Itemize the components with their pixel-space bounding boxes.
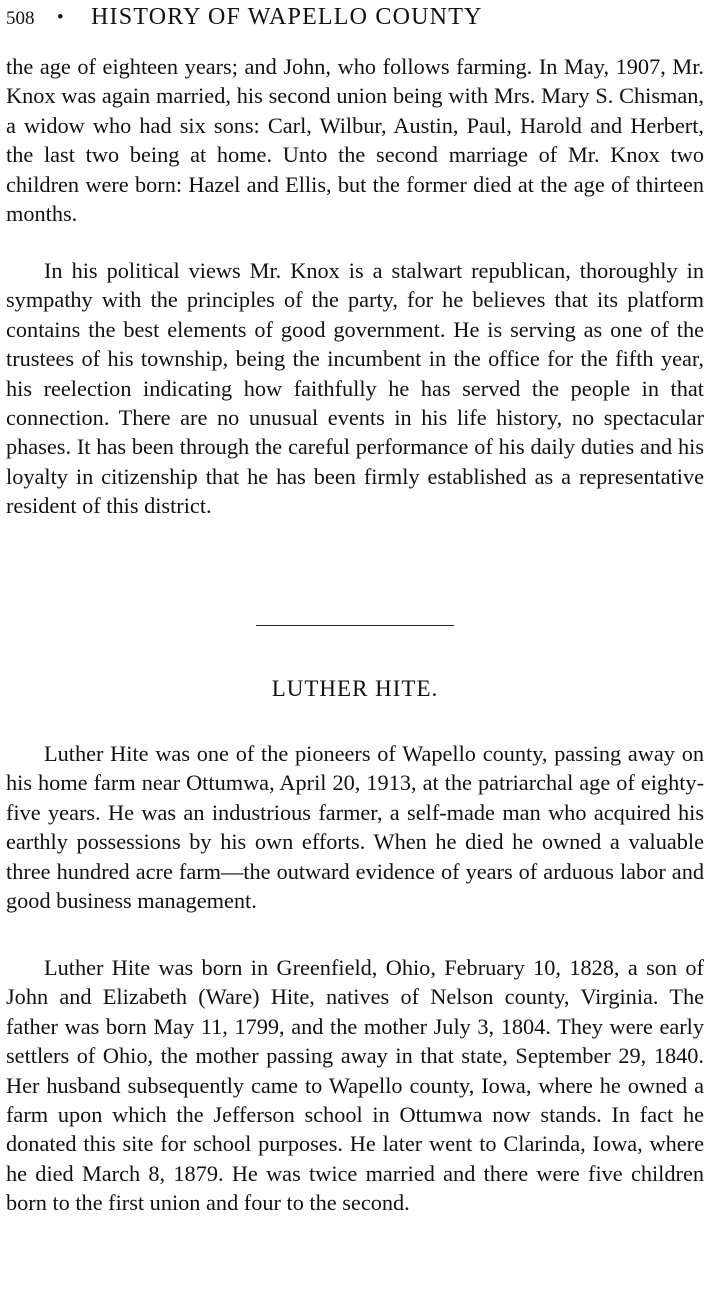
running-head bbox=[6, 2, 704, 36]
section-title: LUTHER HITE. bbox=[271, 676, 439, 701]
section-divider bbox=[256, 625, 454, 626]
paragraph: Luther Hite was one of the pioneers of Wapello county, passing away on his home farm near Ottumwa, April 20, 1913, at the patriarchal age of eighty-five years. He was an industrious farmer, a self-made man who acquired his earthly possessions by his own efforts. When he died he owned a valuable three hundred acre farm—the outward evidence of years of arduous labor and good business management. bbox=[6, 741, 704, 914]
book-page bbox=[6, 0, 704, 1298]
paragraph: In his political views Mr. Knox is a stalwart republican, thoroughly in sympathy with the principles of the party, for he believes that its platform contains the best elements of good government. He is serving as one of the trustees of his township, being the incumbent in the office for the fifth year, his reelection indicating how faithfully he has served the people in that connection. There are no unusual events in his life history, no spectacular phases. It has been through the careful performance of his daily duties and his loyalty in citizenship that he has been firmly established as a representative resident of this district. bbox=[6, 258, 704, 519]
header-separator: • bbox=[57, 7, 64, 28]
paragraph: Luther Hite was born in Greenfield, Ohio, February 10, 1828, a son of John and Elizabeth (Ware) Hite, natives of Nelson county, Virginia. The father was born May 11, 1799, and the mother July 3, 1804. They were early settlers of Ohio, the mother passing away in that state, September 29, 1840. Her husband subsequently came to Wapello county, Iowa, where he owned a farm upon which the Jefferson school in Ottumwa now stands. In fact he donated this site for school purposes. He later went to Clarinda, Iowa, where he died March 8, 1879. He was twice married and there were five children born to the first union and four to the second. bbox=[6, 955, 704, 1216]
page-number: 508 bbox=[6, 8, 35, 29]
book-title: HISTORY OF WAPELLO COUNTY bbox=[91, 4, 483, 30]
paragraph: the age of eighteen years; and John, who follows farming. In May, 1907, Mr. Knox was again married, his second union being with Mrs. Mary S. Chisman, a widow who had six sons: Carl, Wilbur, Austin, Paul, Harold and Herbert, the last two being at home. Unto the second marriage of Mr. Knox two children were born: Hazel and Ellis, but the former died at the age of thirteen months. bbox=[6, 54, 704, 227]
